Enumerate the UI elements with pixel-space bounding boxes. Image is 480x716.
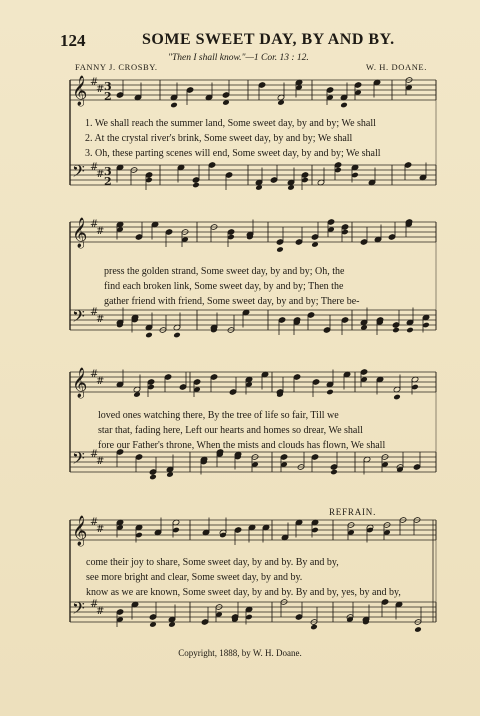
verse-lines-3 — [98, 408, 385, 453]
sharp-icon: # — [96, 226, 105, 237]
verse-lines-1 — [85, 116, 381, 161]
bass-clef-icon: 𝄢 — [72, 161, 85, 185]
lyric-line: fore our Father's throne, When the mists and clouds has flown, We shall — [98, 440, 386, 451]
note-head — [173, 332, 181, 339]
lyric-line: know as we are known, Some sweet day, by and by. By and by, yes, by and by, — [86, 587, 401, 598]
time-signature: 3 — [104, 165, 112, 178]
sharp-icon: # — [96, 84, 105, 95]
bass-clef-icon: 𝄢 — [72, 598, 85, 622]
sharp-icon: # — [90, 369, 99, 380]
sharp-icon: # — [96, 376, 105, 387]
note-head — [330, 469, 338, 476]
note-head — [145, 332, 153, 339]
note-head — [393, 394, 401, 401]
treble-clef-icon: 𝄞 — [72, 76, 88, 106]
lyric-line: 2. At the crystal river's brink, Some sweet day, by and by; We shall — [85, 133, 353, 144]
verse-lines-2 — [104, 264, 359, 309]
lyric-line: star that, fading here, Left our hearts and homes so drear, We shall — [98, 425, 363, 436]
sharp-icon: # — [90, 77, 99, 88]
copyright-notice: Copyright, 1888, by W. H. Doane. — [178, 648, 302, 658]
sharp-icon: # — [96, 314, 105, 325]
lyric-line: find each broken link, Some sweet day, by and by; Then the — [104, 281, 344, 292]
sharp-icon: # — [90, 517, 99, 528]
sharp-icon: # — [90, 219, 99, 230]
note-head — [192, 182, 200, 189]
sharp-icon: # — [96, 169, 105, 180]
time-signature: 3 — [104, 80, 112, 93]
scripture-epigraph: "Then I shall know."—1 Cor. 13 : 12. — [168, 53, 309, 63]
sharp-icon: # — [96, 606, 105, 617]
sharp-icon: # — [90, 599, 99, 610]
verse-lines-4 — [86, 555, 401, 600]
lyric-line: gather friend with friend, Some sweet day, by and by; There be- — [104, 296, 360, 307]
time-signature: 2 — [104, 90, 112, 103]
refrain-label: REFRAIN. — [329, 507, 377, 517]
note-head — [326, 389, 334, 396]
time-signature: 2 — [104, 175, 112, 188]
note-head — [392, 327, 400, 334]
sharp-icon: # — [96, 456, 105, 467]
lyric-line: come their joy to share, Some sweet day, by and by. By and by, — [86, 557, 339, 568]
sharp-icon: # — [90, 449, 99, 460]
sharp-icon: # — [90, 307, 99, 318]
sharp-icon: # — [96, 524, 105, 535]
lyric-line: see more bright and clear, Some sweet day, by and by. — [86, 572, 303, 583]
lyric-line: 3. Oh, these parting scenes will end, Some sweet day, by and by; We shall — [85, 148, 381, 159]
note-head — [219, 532, 227, 539]
note-head — [340, 102, 348, 109]
note-head — [310, 624, 318, 631]
composer-credit: W. H. DOANE. — [366, 62, 427, 72]
treble-clef-icon: 𝄞 — [72, 368, 88, 398]
bass-clef-icon: 𝄢 — [72, 448, 85, 472]
page-number: 124 — [60, 31, 86, 50]
note-head — [414, 626, 422, 633]
note-head — [149, 474, 157, 481]
bass-clef-icon: 𝄢 — [72, 306, 85, 330]
lyric-line: press the golden strand, Some sweet day, by and by; Oh, the — [104, 266, 345, 277]
hymn-title: SOME SWEET DAY, BY AND BY. — [142, 31, 395, 48]
note-head — [406, 327, 414, 334]
note-head — [170, 102, 178, 109]
author-credit: FANNY J. CROSBY. — [75, 62, 158, 72]
lyric-line: loved ones watching there, By the tree of life so fair, Till we — [98, 410, 339, 421]
treble-clef-icon: 𝄞 — [72, 516, 88, 546]
treble-clef-icon: 𝄞 — [72, 218, 88, 248]
sharp-icon: # — [90, 162, 99, 173]
note-head — [276, 246, 284, 253]
lyric-line: 1. We shall reach the summer land, Some sweet day, by and by; We shall — [85, 118, 376, 129]
